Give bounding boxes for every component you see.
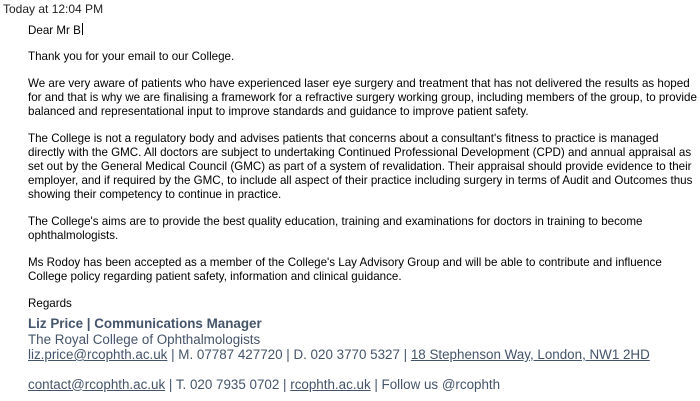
follow-us-text: | Follow us @rcophth — [370, 376, 501, 392]
signature-email-link[interactable]: liz.price@rcophth.ac.uk — [28, 347, 168, 362]
paragraph-lay-advisory: Ms Rodoy has been accepted as a member of the College's Lay Advisory Group and will be able to contribute and influence College policy regarding patient safety, information and clinical guidance. — [28, 256, 662, 283]
email-signature — [28, 316, 698, 392]
message-timestamp: Today at 12:04 PM — [3, 2, 104, 16]
signature-phone-numbers: | M. 07787 427720 | D. 020 3770 5327 | — [167, 347, 411, 362]
greeting-line — [28, 23, 698, 38]
text-cursor — [82, 23, 83, 35]
website-link[interactable]: rcophth.ac.uk — [290, 376, 371, 392]
signature-general-contact-line — [28, 377, 698, 393]
greeting-text: Dear Mr B — [28, 24, 81, 37]
contact-email-link[interactable]: contact@rcophth.ac.uk — [28, 376, 166, 392]
paragraph-regulation: The College is not a regulatory body and advises patients that concerns about a consultant's fitness to practice is managed directly with the GMC. All doctors are subject to undertaking Continued Professional Development (CPD) and annual appraisal as set out by the General Medical Council (GMC) as part of a system of revalidation. Their appraisal should provide evidence to their employer, and if required by the GMC, to include all aspect of their practice including surgery in terms of Audit and Outcomes thus showing their competency to continue in practice. — [28, 132, 693, 201]
paragraph-thanks: Thank you for your email to our College. — [28, 50, 235, 63]
email-body[interactable] — [28, 23, 698, 311]
paragraph-aims: The College's aims are to provide the best quality education, training and examinations for doctors in training to become ophthalmologists. — [28, 215, 643, 242]
signature-telephone: | T. 020 7935 0702 | — [165, 376, 291, 392]
signature-organisation: The Royal College of Ophthalmologists — [28, 331, 261, 347]
signature-name-title: Liz Price | Communications Manager — [28, 316, 262, 331]
signature-contact-line — [28, 347, 698, 363]
signature-address-link[interactable]: 18 Stephenson Way, London, NW1 2HD — [410, 347, 650, 362]
sign-off: Regards — [28, 297, 72, 310]
paragraph-framework: We are very aware of patients who have experienced laser eye surgery and treatment that has not delivered the results as hoped for and that is why we are finalising a framework for a refractive surgery working group, including members of the group, to provide balanced and representational input to improve standards and guidance to improve patient safety. — [28, 77, 697, 118]
